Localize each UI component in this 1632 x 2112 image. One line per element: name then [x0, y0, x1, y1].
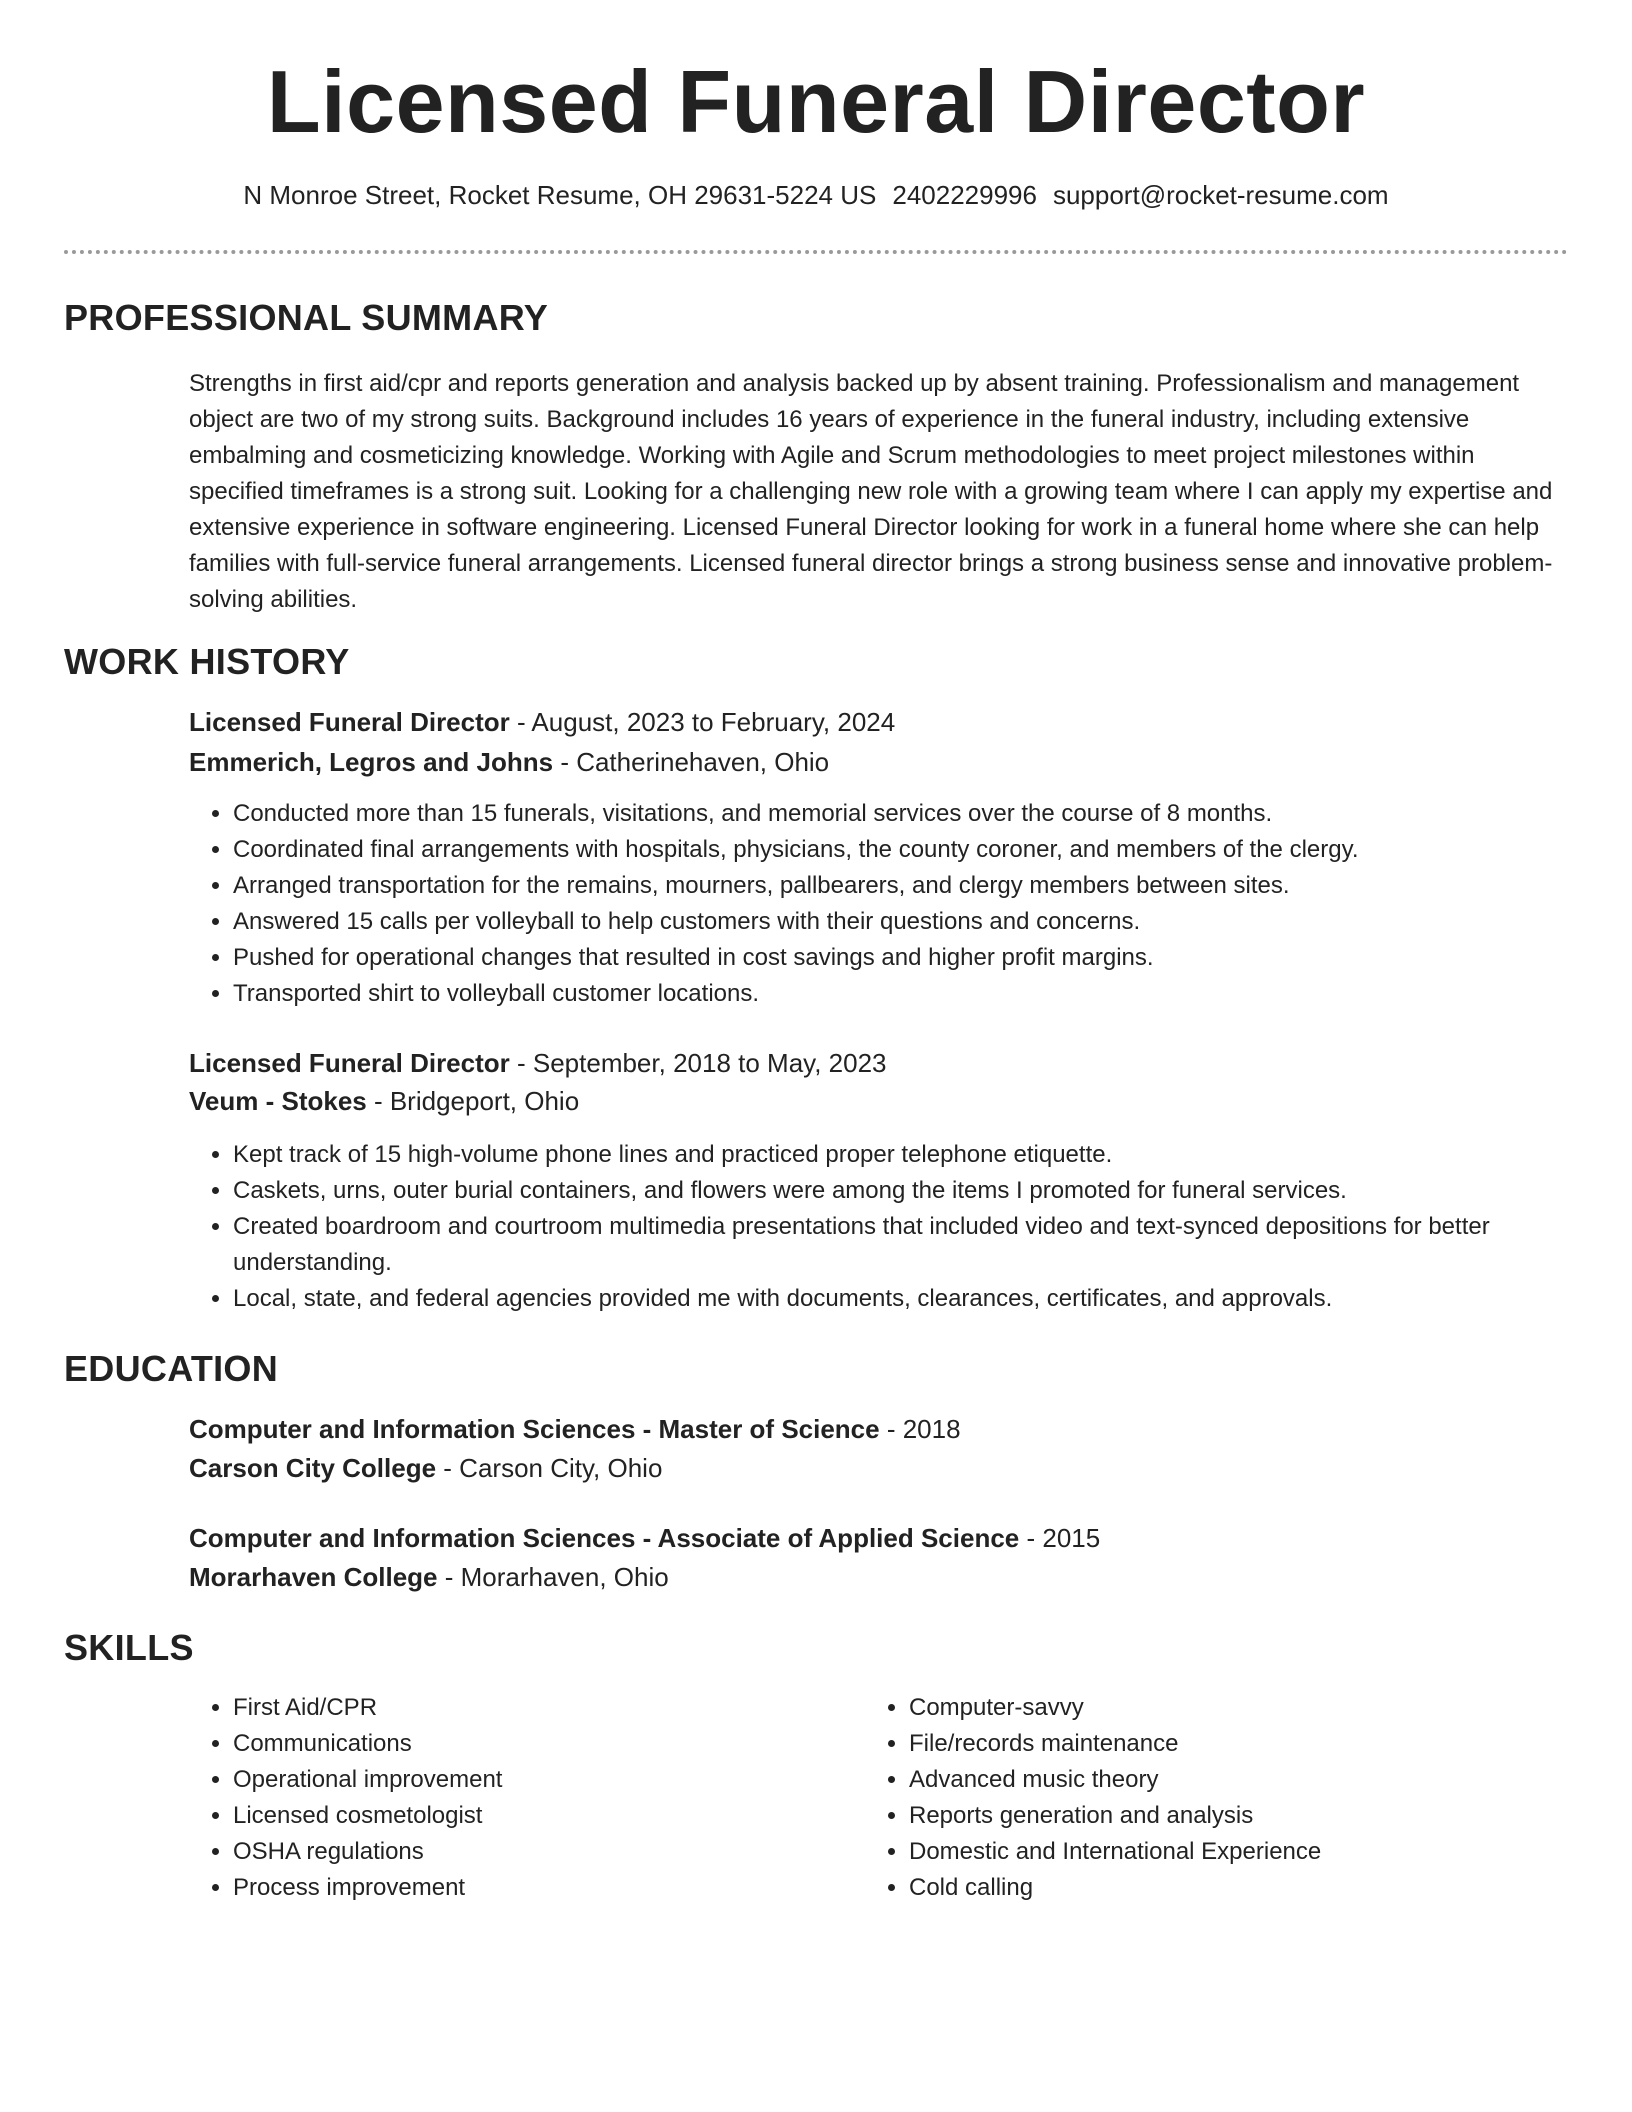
job-title: Licensed Funeral Director — [189, 707, 510, 737]
degree-line — [189, 1520, 1100, 1556]
job-dates: - September, 2018 to May, 2023 — [509, 1048, 887, 1078]
list-item: • Local, state, and federal agencies provided me with documents, clearances, certificates, and approvals. — [233, 1281, 1613, 1317]
employer-location: - Bridgeport, Ohio — [366, 1086, 580, 1116]
section-title-education: EDUCATION — [64, 1348, 279, 1389]
skills-list-right — [865, 1690, 1609, 1906]
header-divider — [64, 250, 1568, 254]
list-item: • Created boardroom and courtroom multimedia presentations that included video and text-synced depositions for better understanding. — [233, 1209, 1613, 1281]
job-title-line — [189, 1045, 887, 1081]
school-name: Carson City College — [189, 1453, 437, 1483]
list-item: • Caskets, urns, outer burial containers, and flowers were among the items I promoted for funeral services. — [233, 1173, 1613, 1209]
list-item: • Transported shirt to volleyball customer locations. — [233, 976, 1613, 1012]
list-item: • Coordinated final arrangements with hospitals, physicians, the county coroner, and members of the clergy. — [233, 832, 1613, 868]
skills-list-left — [189, 1690, 853, 1906]
skill-item: • Cold calling — [909, 1870, 1609, 1906]
school-name: Morarhaven College — [189, 1562, 438, 1592]
section-title-work: WORK HISTORY — [64, 641, 350, 682]
degree-name: Computer and Information Sciences - Associate of Applied Science — [189, 1523, 1020, 1553]
degree-year: - 2015 — [1019, 1523, 1101, 1553]
school-line — [189, 1450, 662, 1486]
employer-line — [189, 744, 829, 780]
section-title-summary: PROFESSIONAL SUMMARY — [64, 297, 549, 338]
email: support@rocket-resume.com — [1052, 180, 1389, 210]
list-item: • Kept track of 15 high-volume phone lines and practiced proper telephone etiquette. — [233, 1137, 1613, 1173]
school-location: - Carson City, Ohio — [436, 1453, 663, 1483]
list-item: • Answered 15 calls per volleyball to help customers with their questions and concerns. — [233, 904, 1613, 940]
list-item: • Pushed for operational changes that resulted in cost savings and higher profit margins. — [233, 940, 1613, 976]
skill-item: • Domestic and International Experience — [909, 1834, 1609, 1870]
skill-item: • Process improvement — [233, 1870, 853, 1906]
list-item: • Conducted more than 15 funerals, visitations, and memorial services over the course of 8 months. — [233, 796, 1613, 832]
skill-item: • Computer-savvy — [909, 1690, 1609, 1726]
job-dates: - August, 2023 to February, 2024 — [509, 707, 896, 737]
skill-item: • Operational improvement — [233, 1762, 853, 1798]
skill-item: • Communications — [233, 1726, 853, 1762]
section-title-skills: SKILLS — [64, 1627, 194, 1668]
contact-line — [0, 178, 1632, 212]
employer-line — [189, 1083, 579, 1119]
skill-item: • File/records maintenance — [909, 1726, 1609, 1762]
school-line — [189, 1559, 669, 1595]
candidate-name: Licensed Funeral Director — [266, 52, 1366, 151]
skill-item: • First Aid/CPR — [233, 1690, 853, 1726]
address: N Monroe Street, Rocket Resume, OH 29631-5224 US — [243, 180, 877, 210]
list-item: • Arranged transportation for the remains, mourners, pallbearers, and clergy members between sites. — [233, 868, 1613, 904]
employer-name: Veum - Stokes — [189, 1086, 367, 1116]
skill-item: • Reports generation and analysis — [909, 1798, 1609, 1834]
skill-item: • OSHA regulations — [233, 1834, 853, 1870]
summary-text: Strengths in first aid/cpr and reports generation and analysis backed up by absent training. Professionalism and management object are two of my strong suits. Background includes 16 years of experience in the funeral industry, including extensive embalming and cosmeticizing knowledge. Working with Agile and Scrum methodologies to meet project milestones within specified timeframes is a strong suit. Looking for a challenging new role with a growing team where I can apply my expertise and extensive experience in software engineering. Licensed Funeral Director looking for work in a funeral home where she can help families with full-service funeral arrangements. Licensed funeral director brings a strong business sense and innovative problem-solving abilities. — [189, 370, 1553, 613]
job-title-line — [189, 704, 895, 740]
job-title: Licensed Funeral Director — [189, 1048, 510, 1078]
degree-line — [189, 1411, 961, 1447]
degree-year: - 2018 — [879, 1414, 961, 1444]
skill-item: • Advanced music theory — [909, 1762, 1609, 1798]
job-bullets — [189, 1137, 1613, 1317]
employer-location: - Catherinehaven, Ohio — [553, 747, 830, 777]
skill-item: • Licensed cosmetologist — [233, 1798, 853, 1834]
school-location: - Morarhaven, Ohio — [437, 1562, 669, 1592]
degree-name: Computer and Information Sciences - Master of Science — [189, 1414, 880, 1444]
job-bullets — [189, 796, 1613, 1012]
phone: 2402229996 — [892, 180, 1037, 210]
employer-name: Emmerich, Legros and Johns — [189, 747, 554, 777]
